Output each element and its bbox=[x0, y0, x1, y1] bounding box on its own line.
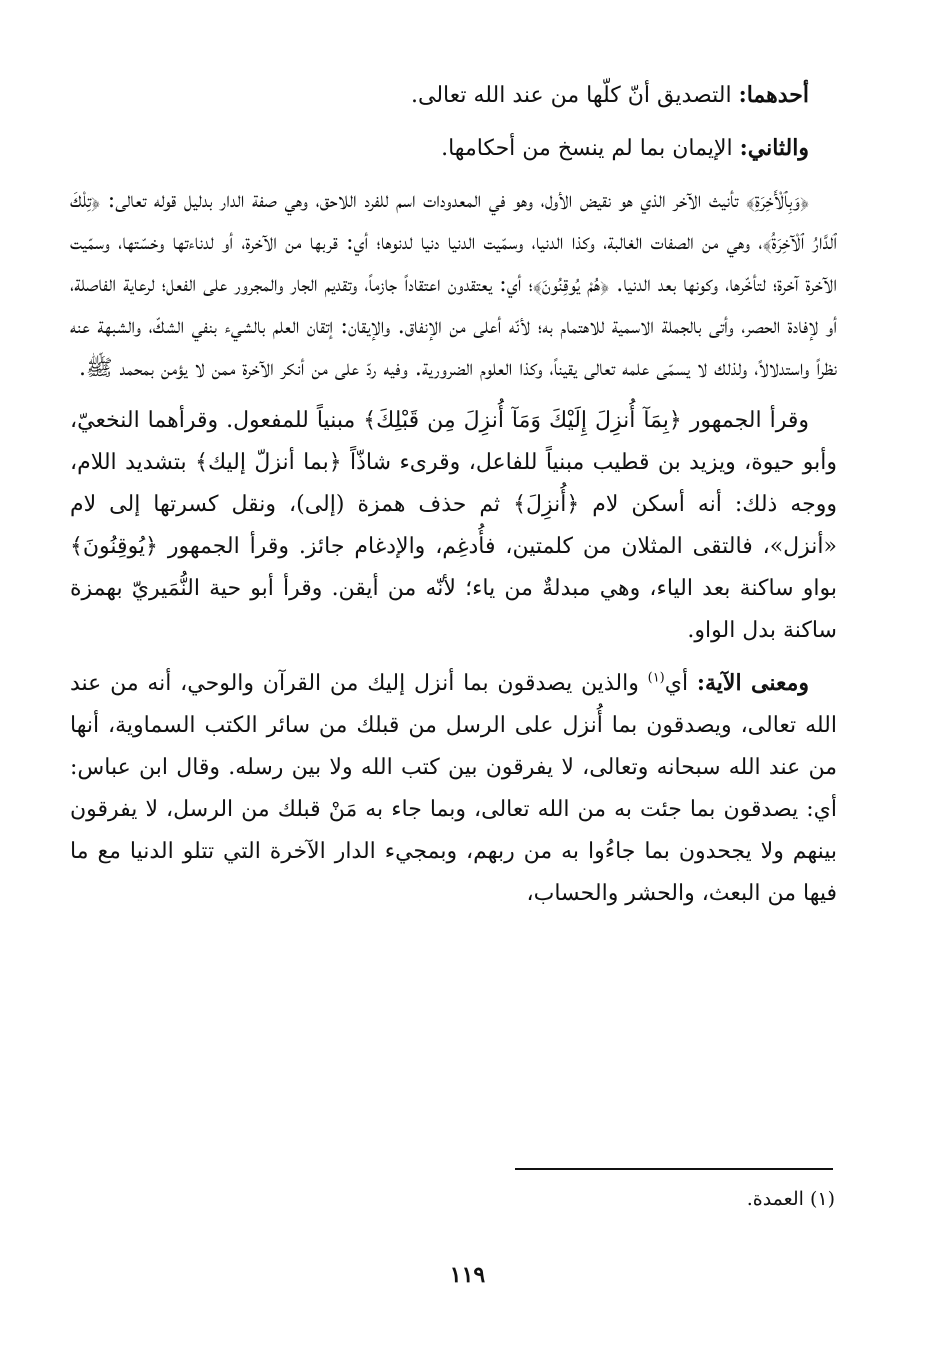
paragraph-meaning bbox=[70, 662, 837, 915]
paragraph-text: ﴿وَبِٱلْأَخِرَةِ﴾ تأنيث الآخر الذي هو نقيض الأول، وهو في المعدودات اسم للفرد اللاحق، وهي صفة الدار بدليل قوله تعالى: ﴿تِلْكَ ٱلدَّارُ ٱلْآخِرَةُ﴾، وهي من الصفات الغالبة، وكذا الدنيا، وسمّيت الدنيا دنيا لدنوها؛ أي: قربها من الآخرة، أو لدناءتها وخسّتها، وسمّيت الآخرة آخرة؛ لتأخّرها، وكونها بعد الدنيا. ﴿هُمْ يُوقِنُونَ﴾؛ أي: يعتقدون اعتقاداً جازماً، وتقديم الجار والمجرور على الفعل؛ لرعاية الفاصلة، أو لإفادة الحصر، وأتى بالجملة الاسمية للاهتمام به؛ لأنّه أعلى من الإنفاق. والإيقان: إتقان العلم بالشيء بنفي الشكّ، والشبهة عنه نظراً واستدلالاً، ولذلك لا يسمّى علمه تعالى يقيناً، وكذا العلوم الضرورية. وفيه ردّ على من أنكر الآخرة ممن لا يؤمن بمحمد ﷺ. bbox=[70, 188, 837, 381]
page-number: ١١٩ bbox=[449, 1262, 486, 1288]
paragraph-lead: ومعنى الآية: bbox=[696, 670, 809, 696]
paragraph-text: التصديق أنّ كلّها من عند الله تعالى. bbox=[411, 83, 739, 108]
paragraph-text: والذين يصدقون بما أنزل إليك من القرآن والوحي، أنه من عند الله تعالى، ويصدقون بما أُنزل على الرسل من قبلك من سائر الكتب السماوية، أنها من عند الله سبحانه وتعالى، لا يفرقون بين كتب الله ولا بين رسله. وقال ابن عباس: أي: يصدقون بما جئت به من الله تعالى، وبما جاء به مَنْ قبلك من الرسل، لا يفرقون بينهم ولا يجحدون بما جاءُوا به من ربهم، وبمجيء الدار الآخرة التي تتلو الدنيا مع ما فيها من البعث، والحشر والحساب، bbox=[70, 671, 837, 906]
paragraph-text: الإيمان بما لم ينسخ من أحكامها. bbox=[441, 136, 740, 161]
footnote-divider bbox=[515, 1168, 833, 1170]
paragraph-qiraat bbox=[70, 400, 837, 652]
main-text bbox=[70, 74, 837, 915]
footnote: (١) العمدة. bbox=[746, 1188, 835, 1210]
paragraph-text-before-note: أي bbox=[664, 671, 697, 696]
paragraph-second bbox=[70, 127, 837, 170]
paragraph-akhira bbox=[70, 180, 837, 390]
paragraph-lead: والثاني: bbox=[739, 135, 809, 161]
paragraph-lead: أحدهما: bbox=[738, 82, 809, 108]
footnote-reference[interactable]: (١) bbox=[647, 670, 665, 686]
paragraph-first bbox=[70, 74, 837, 117]
paragraph-text: وقرأ الجمهور ﴿بِمَآ أُنزِلَ إِلَيْكَ وَمَآ أُنزِلَ مِن قَبْلِكَ﴾ مبنياً للمفعول. وقرأهما النخعيّ، وأبو حيوة، ويزيد بن قطيب مبنياً للفاعل، وقرىء شاذّاً ﴿بما أنزلّ إليك﴾ بتشديد اللام، ووجه ذلك: أنه أسكن لام ﴿أُنزِلَ﴾ ثم حذف همزة (إلى)، ونقل كسرتها إلى لام «أنزل»، فالتقى المثلان من كلمتين، فأُدغِم، والإدغام جائز. وقرأ الجمهور ﴿يُوقِنُونَ﴾ بواو ساكنة بعد الياء، وهي مبدلةٌ من ياء؛ لأنّه من أيقن. وقرأ أبو حية النُّمَيريّ بهمزة ساكنة بدل الواو. bbox=[70, 408, 837, 643]
